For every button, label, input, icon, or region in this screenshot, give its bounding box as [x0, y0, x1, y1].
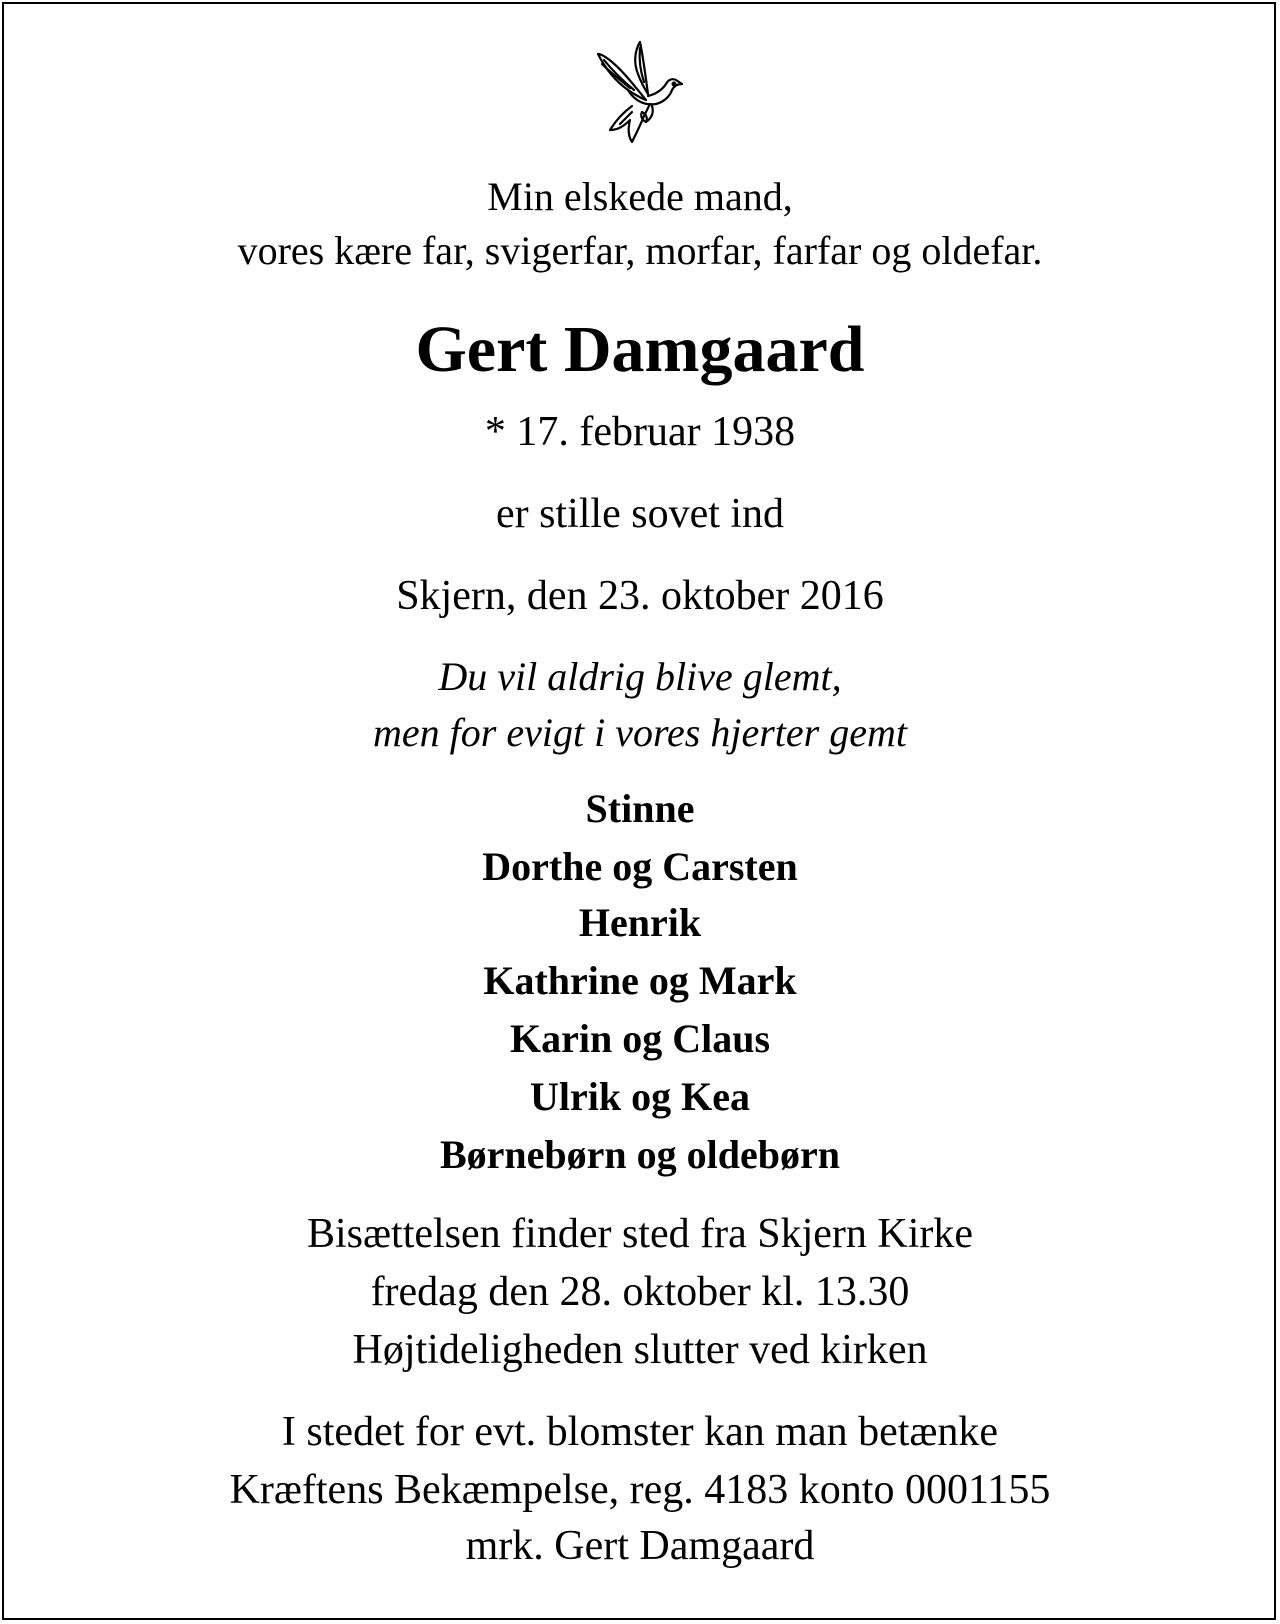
family-name: Børnebørn og oldebørn — [439, 1132, 841, 1177]
donation-line-1: I stedet for evt. blomster kan man betænke — [281, 1409, 999, 1455]
service-line-3: Højtideligheden slutter ved kirken — [352, 1327, 928, 1373]
family-name: Kathrine og Mark — [483, 958, 797, 1003]
donation-line-2: Kræftens Bekæmpelse, reg. 4183 konto 0001155 — [229, 1467, 1051, 1513]
service-line-1: Bisættelsen finder sted fra Skjern Kirke — [306, 1211, 973, 1257]
verse-line-1: Du vil aldrig blive glemt, — [438, 654, 842, 699]
intro-line-2: vores kære far, svigerfar, morfar, farfar og oldefar. — [237, 228, 1043, 273]
family-name: Dorthe og Carsten — [482, 844, 798, 889]
donation-line-3: mrk. Gert Damgaard — [465, 1523, 815, 1569]
place-date: Skjern, den 23. oktober 2016 — [396, 573, 884, 619]
passed-text: er stille sovet ind — [495, 491, 785, 537]
service-line-2: fredag den 28. oktober kl. 13.30 — [370, 1269, 910, 1315]
birth-date: * 17. februar 1938 — [484, 409, 796, 455]
verse-line-2: men for evigt i vores hjerter gemt — [373, 710, 907, 755]
family-name: Henrik — [578, 900, 702, 945]
family-name: Karin og Claus — [509, 1016, 771, 1061]
dove-icon — [590, 40, 690, 150]
family-name: Stinne — [585, 786, 695, 831]
intro-line-1: Min elskede mand, — [487, 174, 793, 219]
family-name: Ulrik og Kea — [530, 1074, 750, 1119]
deceased-name: Gert Damgaard — [415, 313, 865, 386]
